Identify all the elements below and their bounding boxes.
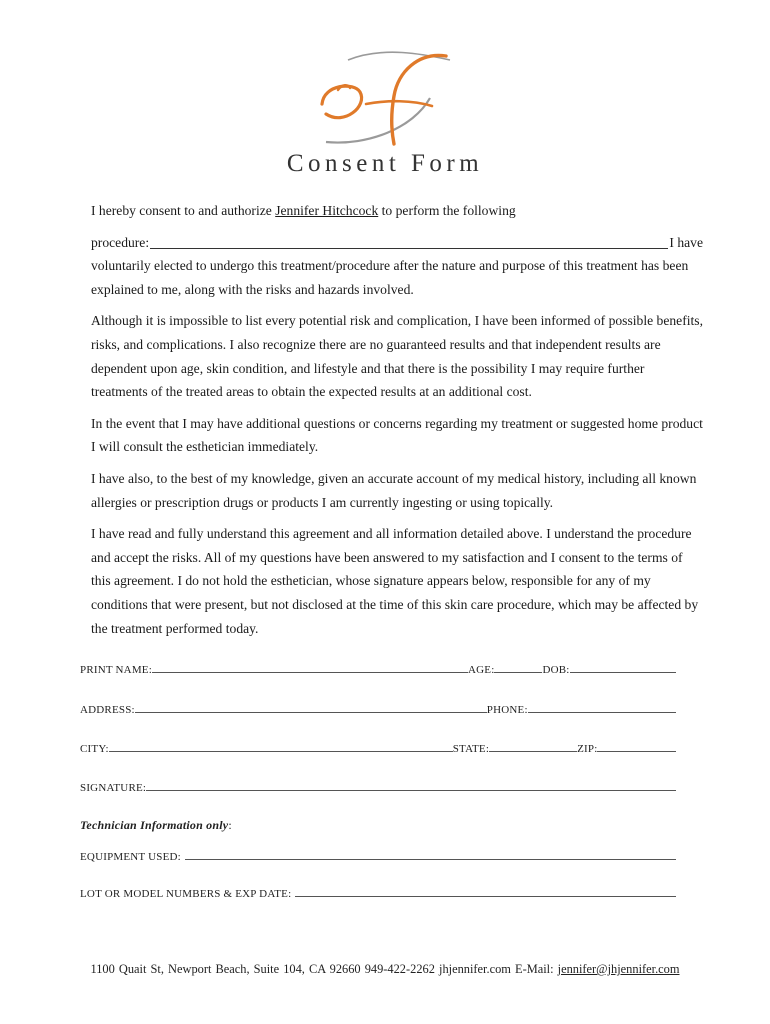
dob-field[interactable] [570,661,676,673]
state-label: STATE: [452,743,490,755]
equipment-field[interactable] [185,848,676,860]
address-label: ADDRESS: [80,704,135,716]
provider-name: Jennifer Hitchcock [275,203,379,218]
technician-heading: Technician Information only: [80,818,232,832]
footer-address: 1100 Quait St, Newport Beach, Suite 104, CA 92660 949-422-2262 jhjennifer.com E-Mail: [90,962,558,976]
paragraph-1: voluntarily elected to undergo this treatment/procedure after the nature and purpose of this treatment has been explained to me, along with the risks and hazards involved. [91,258,689,297]
paragraph-3: In the event that I may have additional questions or concerns regarding my treatment or suggested home product I will consult the esthetician immediately. [91,415,703,455]
city-row [80,739,676,755]
signature-label: SIGNATURE: [80,782,147,794]
footer [0,962,770,977]
paragraph-5: I have read and fully understand this agreement and all information detailed above. I understand the procedure and accept the risks. All of my questions have been answered to my satisfaction and I consent to the terms of this agreement. I do not hold the esthetician, whose signature appears below, responsible for any of my conditions that were present, but not disclosed at the time of this skin care procedure, which may be affected by the treatment performed today. [91,526,699,636]
logo-mark-icon [308,48,458,148]
name-row [80,660,676,676]
lot-field[interactable] [295,885,676,897]
phone-label: PHONE: [486,704,528,716]
lot-row [80,884,676,900]
zip-field[interactable] [597,740,676,752]
consent-body [91,199,703,648]
email-link[interactable]: jennifer@jhjennifer.com [557,962,680,976]
city-label: CITY: [80,743,109,755]
address-field[interactable] [135,701,487,713]
print-name-label: PRINT NAME: [80,664,152,676]
procedure-blank[interactable] [150,233,668,249]
print-name-field[interactable] [152,661,468,673]
age-field[interactable] [494,661,542,673]
signature-field[interactable] [146,779,676,791]
paragraph-4: I have also, to the best of my knowledge, given an accurate account of my medical history, including all known allergies or prescription drugs or products I am currently ingesting or using topically. [91,470,697,510]
paragraph-2: Although it is impossible to list every potential risk and complication, I have been informed of possible benefits, risks, and complications. I also recognize there are no guaranteed results and that independent results are dependent upon age, skin condition, and lifestyle and that there is the possibility I may require further treatments of the treated areas to obtain the expected results at an additional cost. [91,313,703,400]
city-field[interactable] [109,740,453,752]
phone-field[interactable] [528,701,676,713]
procedure-label: procedure: [91,234,150,250]
zip-label: ZIP: [577,743,598,755]
dob-label: DOB: [542,664,570,676]
equipment-row [80,847,676,863]
signature-row [80,778,676,794]
logo [308,48,458,148]
page-title: Consent Form [286,150,484,177]
procedure-line: procedure: I have [91,231,703,255]
address-row [80,700,676,716]
lot-label: LOT OR MODEL NUMBERS & EXP DATE: [80,888,292,900]
age-label: AGE: [467,664,495,676]
intro-line: I hereby consent to and authorize Jennifer Hitchcock to perform the following [91,203,516,218]
state-field[interactable] [489,740,577,752]
equipment-label: EQUIPMENT USED: [80,851,181,863]
